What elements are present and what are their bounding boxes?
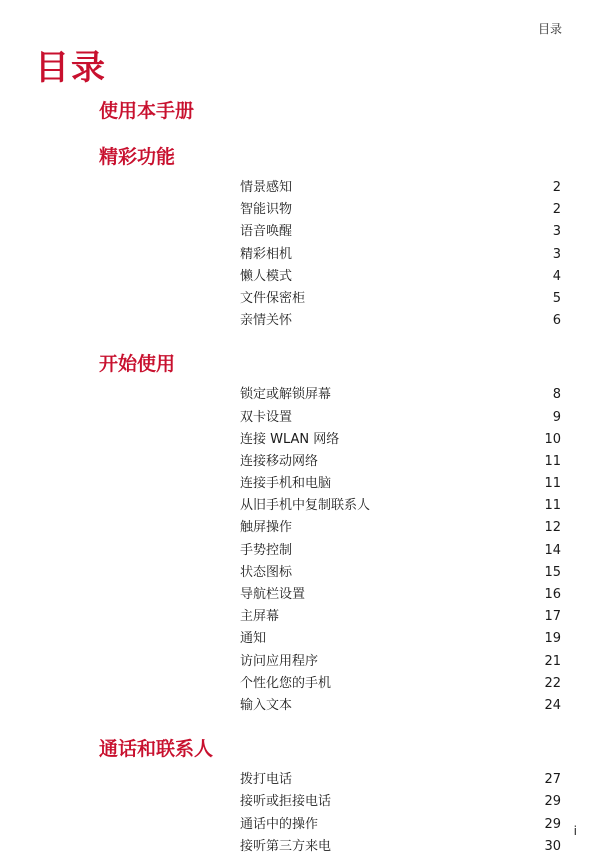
toc-entry[interactable] xyxy=(0,628,613,650)
toc-entry-title: 输入文本 xyxy=(240,697,293,713)
toc-entry[interactable] xyxy=(0,695,613,717)
toc-entry-page: 17 xyxy=(544,609,561,625)
toc-entry[interactable] xyxy=(0,651,613,673)
toc-entry-title: 个性化您的手机 xyxy=(240,675,332,691)
toc-entry-page: 5 xyxy=(552,290,561,306)
toc-entry-title: 拨打电话 xyxy=(240,772,293,788)
toc-section-heading[interactable]: 精彩功能 xyxy=(99,146,176,168)
toc-entry-page: 12 xyxy=(544,520,561,536)
toc-entry[interactable] xyxy=(0,562,613,584)
toc-entry-page: 29 xyxy=(544,816,561,832)
toc-entry[interactable] xyxy=(0,791,613,813)
toc-entry-page: 21 xyxy=(544,653,561,669)
toc-entry-title: 通话中的操作 xyxy=(240,816,319,832)
toc-entry[interactable] xyxy=(0,584,613,606)
toc-entry-title: 智能识物 xyxy=(240,202,293,218)
toc-entry-title: 从旧手机中复制联系人 xyxy=(240,498,371,514)
toc-entry-title: 状态图标 xyxy=(240,564,293,580)
toc-entry-page: 4 xyxy=(552,268,561,284)
toc-entry-title: 亲情关怀 xyxy=(240,313,293,329)
toc-entry[interactable] xyxy=(0,288,613,310)
toc-entry[interactable] xyxy=(0,540,613,562)
toc-entry-title: 接听第三方来电 xyxy=(240,838,332,854)
toc-entry[interactable] xyxy=(0,429,613,451)
toc-section-heading[interactable]: 使用本手册 xyxy=(99,100,195,122)
toc-entry-page: 27 xyxy=(544,772,561,788)
toc-section-heading[interactable]: 通话和联系人 xyxy=(99,738,214,761)
toc-entry-page: 11 xyxy=(544,476,561,492)
toc-entry[interactable] xyxy=(0,673,613,695)
toc-entry[interactable] xyxy=(0,473,613,495)
toc-entry[interactable] xyxy=(0,221,613,243)
toc-entry-title: 触屏操作 xyxy=(240,520,293,536)
toc-entry-title: 懒人模式 xyxy=(240,268,293,284)
toc-entry[interactable] xyxy=(0,384,613,406)
toc-entry-title: 语音唤醒 xyxy=(240,224,293,240)
toc-entry-title: 情景感知 xyxy=(240,180,293,195)
toc-entry-page: 3 xyxy=(552,224,561,240)
toc-entry-title: 导航栏设置 xyxy=(240,587,306,602)
toc-entry-title: 连接手机和电脑 xyxy=(240,476,332,492)
toc-entry-title: 通知 xyxy=(240,631,267,647)
toc-entry-page: 8 xyxy=(552,387,561,403)
table-of-contents xyxy=(0,97,613,858)
toc-entry-title: 手势控制 xyxy=(240,542,293,558)
toc-entry-page: 22 xyxy=(544,675,561,691)
toc-entry-page: 29 xyxy=(544,794,561,810)
toc-entry[interactable] xyxy=(0,407,613,429)
toc-entry-page: 2 xyxy=(552,202,561,218)
toc-entry[interactable] xyxy=(0,814,613,836)
toc-entry-page: 10 xyxy=(544,431,561,447)
toc-entry-page: 24 xyxy=(544,697,561,713)
toc-entry-title: 连接移动网络 xyxy=(240,453,319,469)
toc-entry[interactable] xyxy=(0,266,613,288)
section-spacer xyxy=(0,332,613,350)
toc-entry-page: 11 xyxy=(544,453,561,469)
toc-entry[interactable] xyxy=(0,769,613,791)
page-title: 目录 xyxy=(35,48,107,88)
toc-entry-page: 15 xyxy=(544,564,561,580)
toc-entry-page: 9 xyxy=(552,409,561,425)
toc-entry-title: 连接 WLAN 网络 xyxy=(240,431,340,447)
page-number: i xyxy=(573,824,577,838)
toc-entry-title: 访问应用程序 xyxy=(240,653,319,669)
toc-entry[interactable] xyxy=(0,451,613,473)
toc-entry-title: 双卡设置 xyxy=(240,409,293,425)
toc-entry-page: 3 xyxy=(552,246,561,262)
toc-entry[interactable] xyxy=(0,310,613,332)
toc-entry-page: 11 xyxy=(544,498,561,514)
toc-entry[interactable] xyxy=(0,836,613,858)
toc-entry-page: 2 xyxy=(552,180,561,195)
toc-entry-title: 锁定或解锁屏幕 xyxy=(240,387,332,403)
toc-section-heading[interactable]: 开始使用 xyxy=(99,353,176,376)
toc-entry[interactable] xyxy=(0,177,613,199)
toc-entry-page: 6 xyxy=(552,313,561,329)
toc-entry-title: 文件保密柜 xyxy=(240,290,306,306)
toc-entry-title: 主屏幕 xyxy=(240,609,280,625)
section-spacer xyxy=(0,717,613,735)
toc-entry[interactable] xyxy=(0,244,613,266)
toc-entry-page: 14 xyxy=(544,542,561,558)
toc-entry[interactable] xyxy=(0,517,613,539)
toc-entry-page: 30 xyxy=(544,838,561,854)
running-header: 目录 xyxy=(537,22,562,36)
toc-entry[interactable] xyxy=(0,606,613,628)
toc-entry-title: 接听或拒接电话 xyxy=(240,794,332,810)
section-spacer xyxy=(0,125,613,143)
toc-entry[interactable] xyxy=(0,495,613,517)
toc-entry[interactable] xyxy=(0,199,613,221)
toc-entry-title: 精彩相机 xyxy=(240,246,293,262)
toc-entry-page: 16 xyxy=(544,587,561,602)
toc-entry-page: 19 xyxy=(544,631,561,647)
